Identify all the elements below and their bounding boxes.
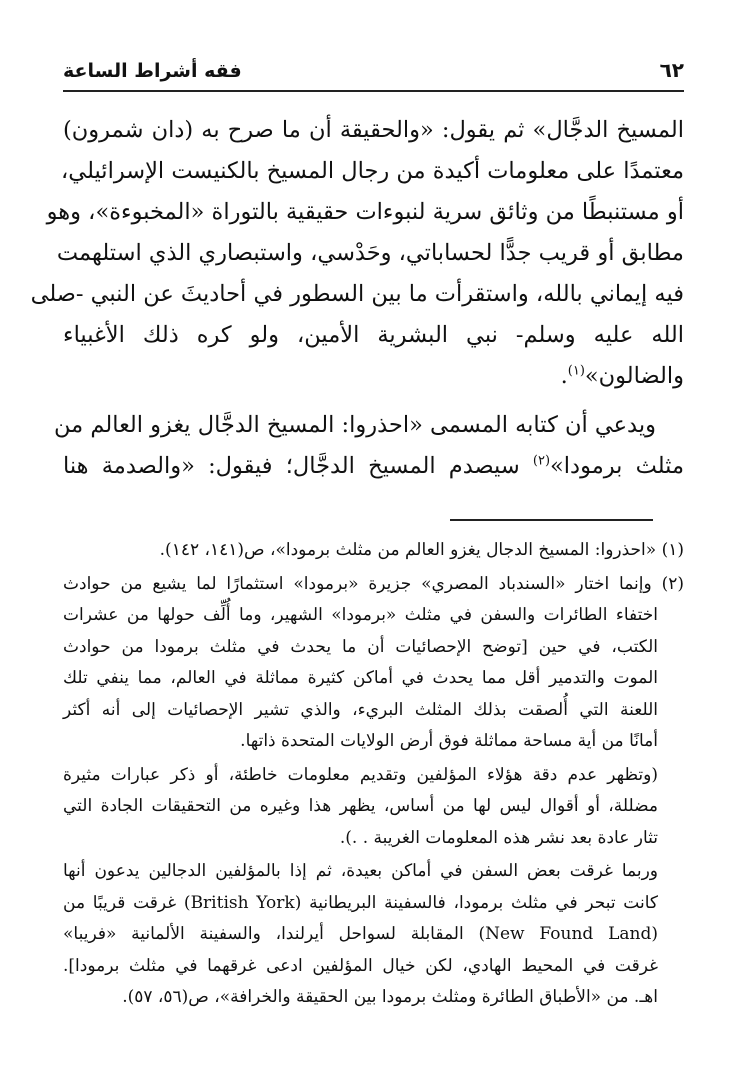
footnote-line: اللعنة التي أُلصقت بذلك المثلث البريء، والذي تشير الإحصائيات إلى أنه أكثر [63,699,658,720]
footnote-2-continued [63,856,684,1014]
footnote-2-quote [63,760,684,855]
text-line: والضالون»$^{(١)}$. [560,363,684,389]
footnote-line: الكتب، في حين [توضح الإحصائيات أن ما يحدث في مثلث برمودا من حوادث [63,636,658,657]
text-line: أو مستنبطًا من وثائق سرية لنبوءات حقيقية بالتوراة «المخبوءة»، وهو [46,199,684,225]
footnote-line: غرقت في المحيط الهادي، لكن خيال المؤلفين ادعى غرقهما في مثلث برمودا]. [63,955,658,976]
footnote-line: (وتظهر عدم دقة هؤلاء المؤلفين وتقديم معلومات خاطئة، أو ذكر عبارات مثيرة [63,764,658,785]
footnote-separator [450,519,653,521]
text-fragment: مثلث برمودا» [550,453,684,479]
text-line [63,446,684,487]
footnote-line: كانت تبحر في مثلث برمودا، فالسفينة البريطانية (British York) غرقت قريبًا من [63,892,658,913]
text-line: الله عليه وسلم- نبي البشرية الأمين، ولو كره ذلك الأغبياء [63,322,684,348]
text-line: فيه إيماني بالله، واستقرأت ما بين السطور في أحاديثَ عن النبي -صلى [30,281,684,307]
page-header [63,50,684,92]
text-line: المسيخ الدجَّال» ثم يقول: «والحقيقة أن ما صرح به (دان شمرون) [63,117,684,143]
paragraph-2 [54,405,684,487]
footnote-ref-2: (٢) [532,453,551,469]
running-title: فقه أشراط الساعة [63,60,242,82]
page-number: ٦٢ [659,58,684,82]
footnotes [63,535,684,1014]
paragraph-1 [30,110,684,397]
footnote-line: اختفاء الطائرات والسفن في مثلث «برمودا» الشهير، وما أُلِّف حولها من عشرات [63,605,658,625]
text-line: مطابق أو قريب جدًّا لحساباتي، وحَدْسي، واستبصاري الذي استلهمت [56,240,684,266]
main-text [30,110,684,487]
footnote-1: (١) «احذروا: المسيخ الدجال يغزو العالم من مثلث برمودا»، ص(١٤١، ١٤٢). [159,540,684,560]
footnote-line: (New Found Land) المقابلة لسواحل أيرلندا، والسفينة الألمانية «فريبا» [63,924,658,944]
footnote-2 [63,569,684,758]
footnote-ref-1: (١) [567,363,585,379]
footnote-line: وربما غرقت بعض السفن في أماكن بعيدة، ثم إذا بالمؤلفين الدجالين يدعون أنها [63,861,658,881]
footnote-line: الموت والتدمير أقل مما يحدث في أماكن كثيرة مماثلة في العالم، مما ينفي تلك [63,668,658,688]
footnote-line: مضللة، أو أقوال ليس لها من أساس، يظهر هذا وغيره من التحقيقات الجادة التي [63,796,658,816]
text-fragment: والضالون» [584,363,684,389]
text-fragment: سيصدم المسيخ الدجَّال؛ فيقول: «والصدمة هنا [63,453,533,479]
footnote-line: تثار عادة بعد نشر هذه المعلومات الغريبة . .). [339,827,658,848]
text-line: ويدعي أن كتابه المسمى «احذروا: المسيخ الدجَّال يغزو العالم من [54,412,656,438]
footnote-line: اهـ. من «الأطباق الطائرة ومثلث برمودا بين الحقيقة والخرافة»، ص(٥٦، ٥٧). [122,987,658,1007]
footnote-line: (٢) وإنما اختار «السندباد المصري» جزيرة «برمودا» استثمارًا لما يشيع من حوادث [63,573,684,594]
footnote-line: أمانًا من أية مساحة مماثلة فوق أرض الولايات المتحدة ذاتها. [240,731,658,751]
text-line: معتمدًا على معلومات أكيدة من رجال المسيخ بالكنيست الإسرائيلي، [61,158,684,184]
